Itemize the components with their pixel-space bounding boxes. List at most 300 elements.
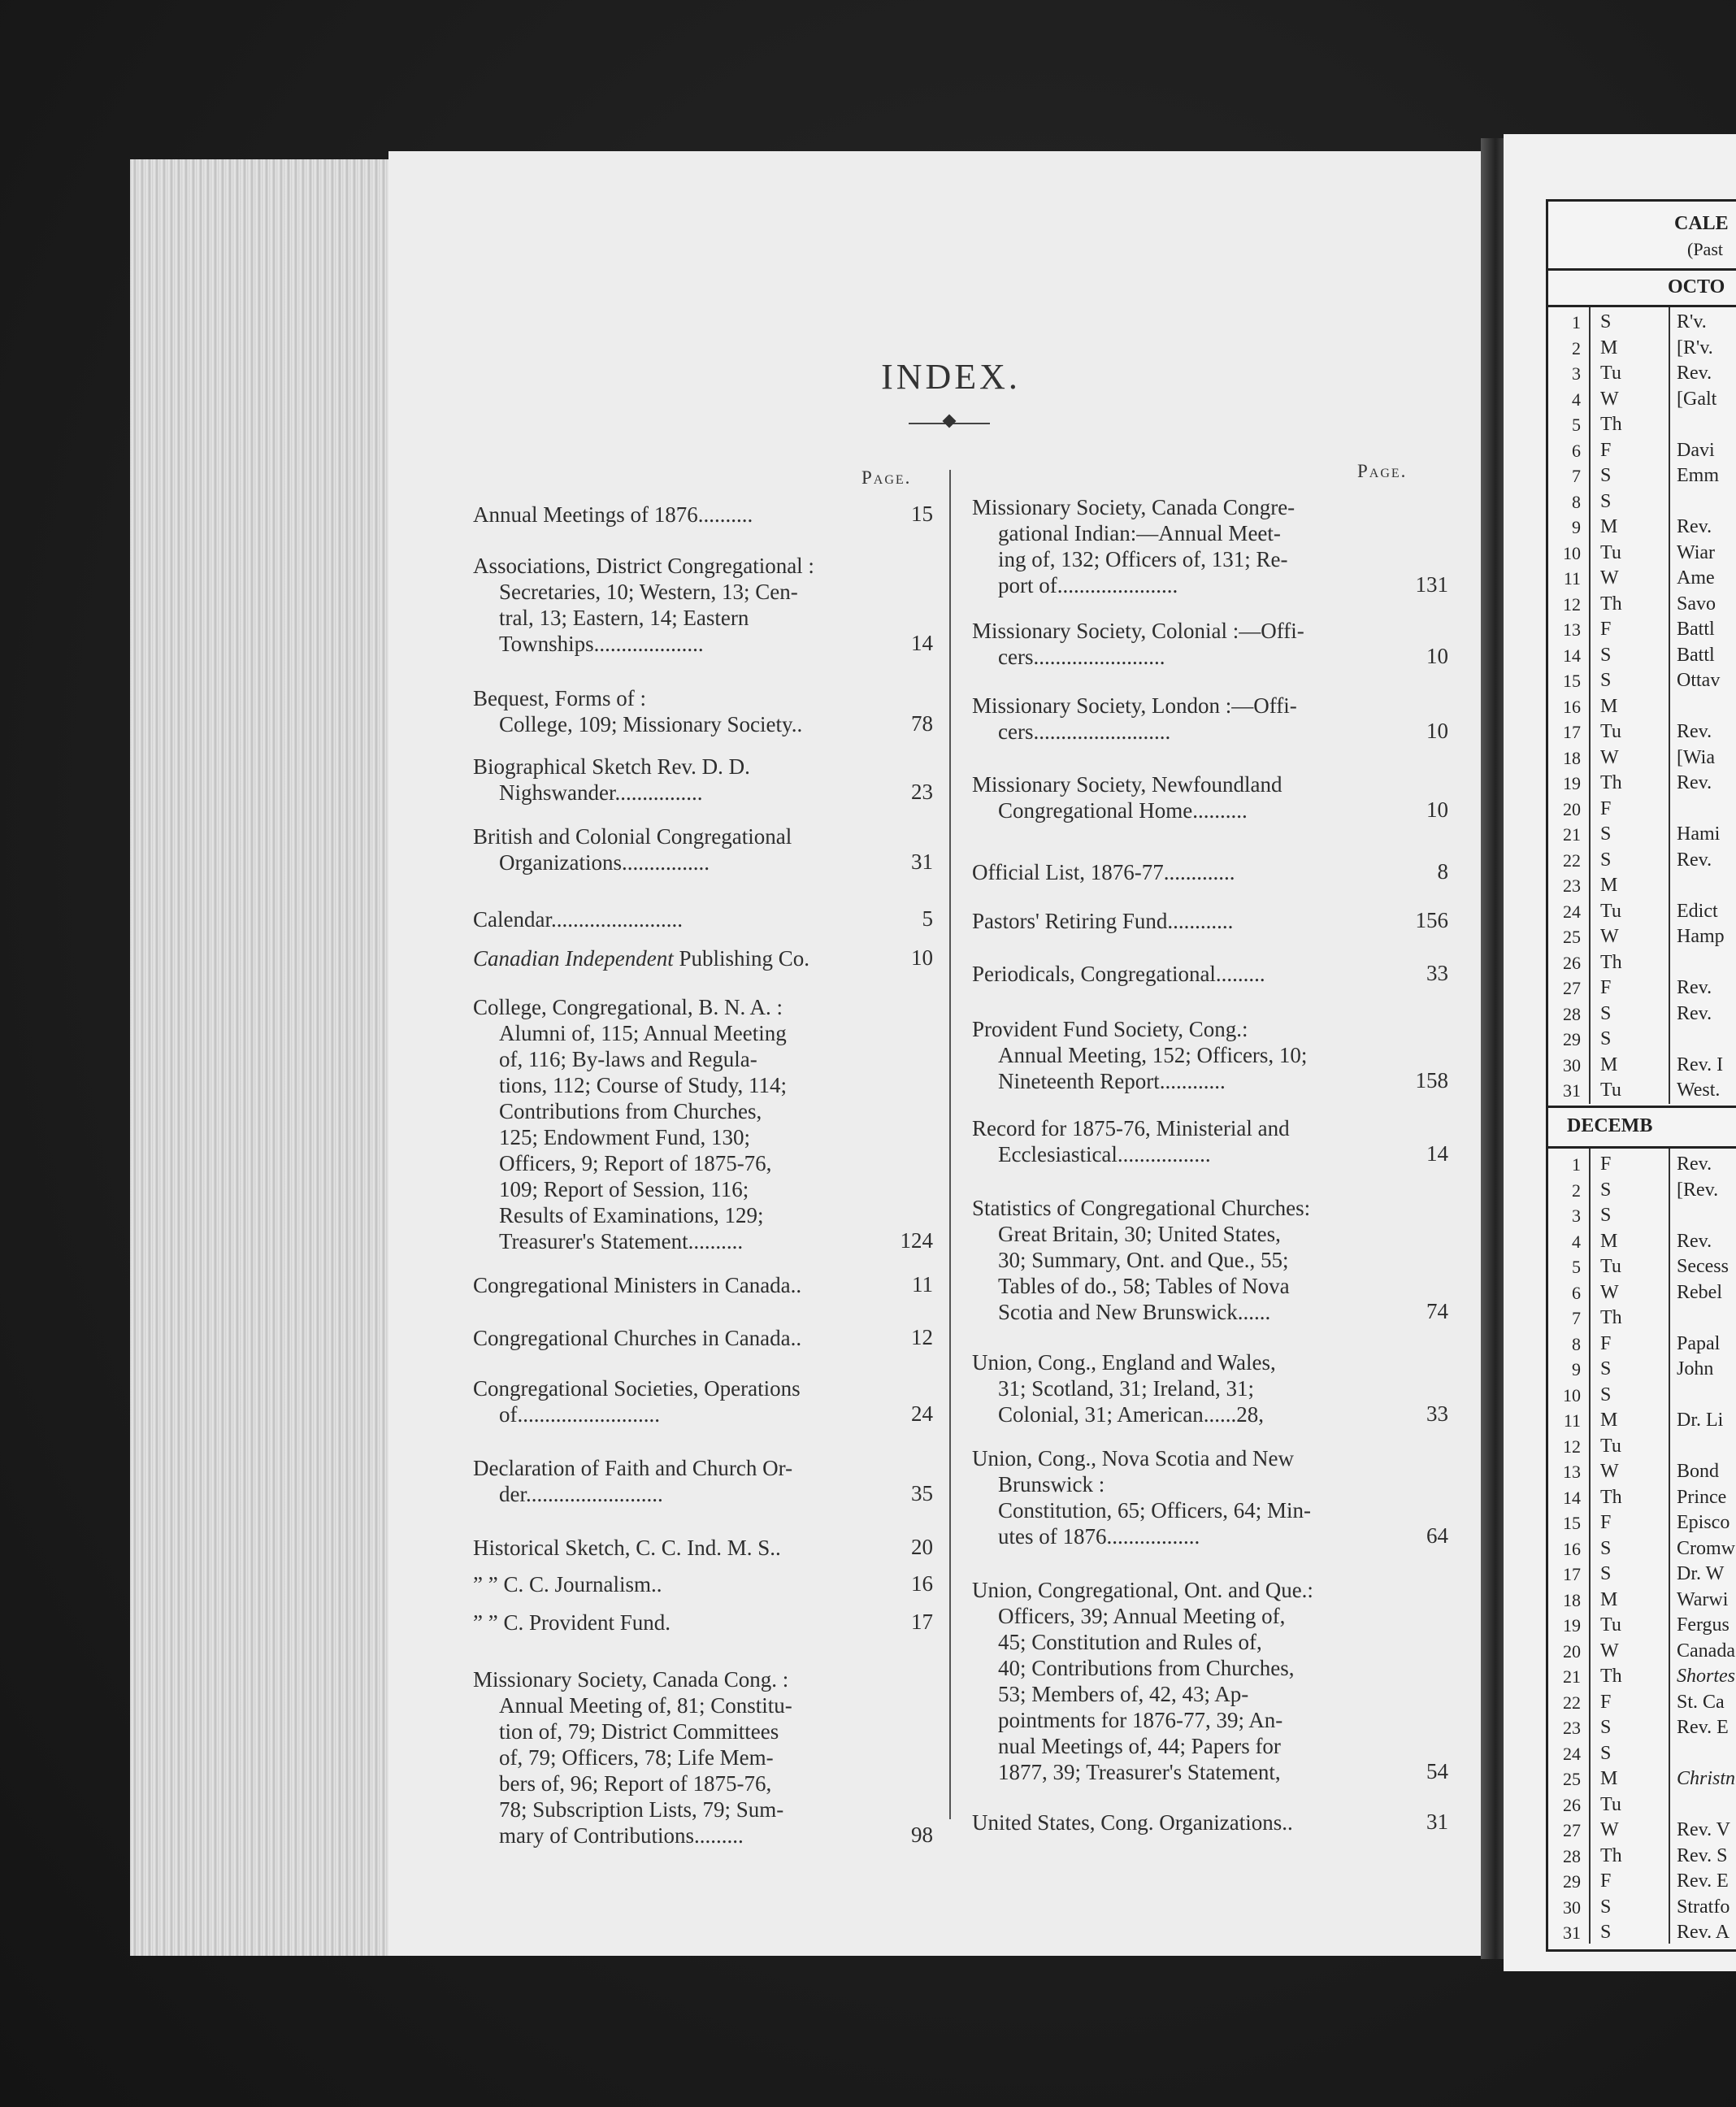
left-index-page-number: 23 xyxy=(911,780,933,804)
calendar-weekday: Th xyxy=(1600,1844,1622,1866)
calendar-weekday: S xyxy=(1600,1717,1612,1738)
calendar-event: Stratfo xyxy=(1677,1896,1730,1918)
calendar-day-row xyxy=(1548,1561,1736,1588)
calendar-day-row xyxy=(1548,1151,1736,1178)
right-index-entry-line: Officers, 39; Annual Meeting of, xyxy=(998,1604,1286,1628)
calendar-day-row xyxy=(1548,693,1736,720)
book-page-edges xyxy=(130,159,398,1956)
calendar-day-number: 10 xyxy=(1563,1384,1581,1405)
calendar-weekday: F xyxy=(1600,619,1612,640)
calendar-event: Rev. E xyxy=(1677,1870,1729,1892)
calendar-day-row xyxy=(1548,437,1736,464)
right-index-entry-line: Annual Meeting, 152; Officers, 10; xyxy=(998,1043,1308,1067)
calendar-weekday: S xyxy=(1600,1179,1612,1201)
calendar-day-number: 29 xyxy=(1563,1029,1581,1049)
calendar-day-row xyxy=(1548,1279,1736,1306)
calendar-day-row xyxy=(1548,923,1736,950)
calendar-event: West. xyxy=(1677,1080,1721,1101)
calendar-weekday: S xyxy=(1600,1896,1612,1918)
calendar-event: Battl xyxy=(1677,619,1715,640)
calendar-event: Fergus xyxy=(1677,1614,1729,1636)
calendar-day-number: 15 xyxy=(1563,1513,1581,1533)
calendar-day-number: 18 xyxy=(1563,1589,1581,1610)
calendar-day-row xyxy=(1548,360,1736,387)
calendar-day-number: 14 xyxy=(1563,645,1581,666)
calendar-day-row xyxy=(1548,745,1736,771)
calendar-day-row xyxy=(1548,616,1736,643)
left-index-page-number: 5 xyxy=(922,906,933,931)
right-index-entry-line: Official List, 1876-77............. xyxy=(972,860,1235,884)
calendar-day-row xyxy=(1548,1638,1736,1665)
calendar-event: [Rev. xyxy=(1677,1179,1719,1201)
calendar-day-row xyxy=(1548,1228,1736,1255)
left-index-entry-line: Missionary Society, Canada Cong. : xyxy=(473,1667,789,1692)
left-index-entry xyxy=(473,754,904,806)
calendar-event: Rev. xyxy=(1677,363,1712,384)
calendar-weekday: S xyxy=(1600,1563,1612,1584)
right-index-entry xyxy=(972,908,1395,934)
left-index-entry xyxy=(473,823,904,875)
calendar-weekday: F xyxy=(1600,1870,1612,1892)
calendar-day-number: 12 xyxy=(1563,593,1581,615)
calendar-day-row xyxy=(1548,1202,1736,1229)
calendar-event: Wiar xyxy=(1677,541,1716,563)
calendar-event: Hamp xyxy=(1677,926,1725,947)
right-index-entry-line: Nineteenth Report............ xyxy=(998,1069,1226,1093)
calendar-day-row xyxy=(1548,335,1736,362)
calendar-event: Battl xyxy=(1677,644,1715,666)
calendar-weekday: W xyxy=(1600,926,1619,947)
calendar-day-number: 11 xyxy=(1563,1410,1581,1431)
calendar-day-row xyxy=(1548,770,1736,797)
right-index-entry-line: Ecclesiastical................. xyxy=(998,1142,1211,1166)
left-index-entry-line: Bequest, Forms of : xyxy=(473,686,646,710)
calendar-event: Rev. xyxy=(1677,1230,1712,1252)
calendar-day-row xyxy=(1548,1026,1736,1053)
calendar-event: Hami xyxy=(1677,823,1721,845)
right-index-entry xyxy=(972,1445,1395,1549)
left-index-entry xyxy=(473,1455,904,1507)
calendar-event: Secess xyxy=(1677,1256,1729,1277)
calendar-day-number: 16 xyxy=(1563,1538,1581,1559)
calendar-weekday: M xyxy=(1600,875,1618,896)
right-index-page-number: 33 xyxy=(1426,1401,1448,1426)
left-index-entry xyxy=(473,994,904,1254)
calendar-weekday: S xyxy=(1600,1205,1612,1226)
left-index-page-number: 12 xyxy=(911,1325,933,1349)
right-index-entry-line: Union, Congregational, Ont. and Que.: xyxy=(972,1578,1313,1602)
calendar-day-number: 27 xyxy=(1563,1820,1581,1840)
calendar-event: Ottav xyxy=(1677,670,1721,691)
calendar-event: [Galt xyxy=(1677,388,1717,410)
right-index-entry-line: 53; Members of, 42, 43; Ap- xyxy=(998,1682,1249,1706)
calendar-day-number: 25 xyxy=(1563,927,1581,947)
left-index-entry-line: Secretaries, 10; Western, 13; Cen- xyxy=(499,580,798,604)
left-index-entry-line: Officers, 9; Report of 1875-76, xyxy=(499,1151,772,1175)
calendar-day-row xyxy=(1548,1305,1736,1332)
calendar-day-number: 18 xyxy=(1563,747,1581,768)
calendar-day-number: 30 xyxy=(1563,1054,1581,1075)
calendar-weekday: S xyxy=(1600,1742,1612,1764)
calendar-day-number: 31 xyxy=(1563,1922,1581,1943)
calendar-weekday: M xyxy=(1600,1588,1618,1610)
calendar-day-row xyxy=(1548,1253,1736,1280)
calendar-rule xyxy=(1546,1146,1736,1149)
calendar-weekday: Th xyxy=(1600,593,1622,615)
calendar-weekday: F xyxy=(1600,439,1612,461)
calendar-day-number: 12 xyxy=(1563,1436,1581,1457)
calendar-weekday: M xyxy=(1600,695,1618,717)
left-index-entry-line: Treasurer's Statement.......... xyxy=(499,1229,744,1253)
calendar-day-number: 28 xyxy=(1563,1845,1581,1866)
right-index-entry xyxy=(972,693,1395,745)
calendar-weekday: W xyxy=(1600,1819,1619,1840)
calendar-day-row xyxy=(1548,591,1736,618)
left-index-entry-line: der......................... xyxy=(499,1482,663,1506)
calendar-weekday: S xyxy=(1600,1922,1612,1943)
calendar-day-number: 24 xyxy=(1563,901,1581,922)
calendar-weekday: F xyxy=(1600,1332,1612,1354)
calendar-day-row xyxy=(1548,565,1736,592)
calendar-weekday: S xyxy=(1600,490,1612,512)
calendar-day-number: 29 xyxy=(1563,1871,1581,1892)
calendar-weekday: F xyxy=(1600,797,1612,819)
left-index-entry-line: ” ” C. C. Journalism.. xyxy=(473,1572,662,1597)
left-index-entry-line: Alumni of, 115; Annual Meeting xyxy=(499,1021,787,1045)
right-index-page-number: 8 xyxy=(1437,859,1448,884)
calendar-day-row xyxy=(1548,1714,1736,1741)
left-index-entry-line: Historical Sketch, C. C. Ind. M. S.. xyxy=(473,1536,781,1560)
left-page-label: Page. xyxy=(861,467,912,488)
left-index-page-number: 16 xyxy=(911,1571,933,1596)
left-index-entry xyxy=(473,1571,904,1597)
right-index-page-number: 33 xyxy=(1426,961,1448,985)
right-index-entry-line: ing of, 132; Officers of, 131; Re- xyxy=(998,547,1288,571)
right-index-entry-line: Congregational Home.......... xyxy=(998,798,1248,823)
calendar-day-number: 11 xyxy=(1563,568,1581,589)
calendar-day-number: 9 xyxy=(1572,1359,1581,1379)
calendar-day-number: 8 xyxy=(1572,491,1581,512)
calendar-weekday: S xyxy=(1600,1537,1612,1559)
right-index-entry xyxy=(972,961,1395,987)
right-index-entry xyxy=(972,494,1395,598)
calendar-weekday: S xyxy=(1600,1002,1612,1024)
left-index-page-number: 10 xyxy=(911,945,933,970)
right-index-page-number: 14 xyxy=(1426,1141,1448,1166)
calendar-day-number: 4 xyxy=(1572,1231,1581,1252)
left-index-entry-line: College, Congregational, B. N. A. : xyxy=(473,995,783,1019)
right-index-entry xyxy=(972,1016,1395,1094)
calendar-day-row xyxy=(1548,1536,1736,1562)
calendar-weekday: W xyxy=(1600,746,1619,768)
calendar-day-row xyxy=(1548,489,1736,515)
calendar-weekday: Th xyxy=(1600,951,1622,973)
left-index-entry xyxy=(473,502,904,528)
calendar-weekday: Th xyxy=(1600,772,1622,793)
right-index-entry-line: Provident Fund Society, Cong.: xyxy=(972,1017,1248,1041)
calendar-day-number: 26 xyxy=(1563,952,1581,973)
calendar-day-number: 19 xyxy=(1563,773,1581,793)
calendar-day-number: 23 xyxy=(1563,875,1581,896)
calendar-event: Rev. xyxy=(1677,849,1712,871)
calendar-weekday: F xyxy=(1600,1153,1612,1175)
right-index-entry-line: Record for 1875-76, Ministerial and xyxy=(972,1116,1290,1140)
calendar-event: R'v. xyxy=(1677,311,1707,332)
calendar-weekday: Tu xyxy=(1600,721,1621,742)
calendar-day-row xyxy=(1548,847,1736,874)
right-index-entry xyxy=(972,1809,1395,1835)
right-index-entry xyxy=(972,1195,1395,1325)
calendar-day-number: 6 xyxy=(1572,1282,1581,1303)
calendar-event: Rev. xyxy=(1677,516,1712,537)
calendar-day-number: 13 xyxy=(1563,1462,1581,1482)
calendar-day-number: 14 xyxy=(1563,1487,1581,1508)
left-index-page-number: 20 xyxy=(911,1535,933,1559)
column-divider xyxy=(949,470,951,1819)
left-index-entry-line: Nighswander................ xyxy=(499,780,703,805)
left-index-entry-line: Townships.................... xyxy=(499,632,704,656)
calendar-day-row xyxy=(1548,719,1736,745)
calendar-day-number: 9 xyxy=(1572,517,1581,537)
left-index-entry xyxy=(473,906,904,932)
calendar-weekday: Tu xyxy=(1600,363,1621,384)
calendar-day-number: 8 xyxy=(1572,1333,1581,1354)
calendar-weekday: F xyxy=(1600,1691,1612,1713)
left-index-page-number: 14 xyxy=(911,631,933,655)
left-index-entry-line: Congregational Churches in Canada.. xyxy=(473,1326,802,1350)
calendar-day-row xyxy=(1548,463,1736,489)
calendar-month-december: DECEMB xyxy=(1567,1115,1653,1136)
calendar-day-row xyxy=(1548,1894,1736,1921)
calendar-day-number: 17 xyxy=(1563,722,1581,742)
calendar-event: [R'v. xyxy=(1677,337,1713,358)
right-index-page-number: 54 xyxy=(1426,1759,1448,1783)
calendar-day-number: 21 xyxy=(1563,1666,1581,1687)
calendar-event: Shortes xyxy=(1677,1666,1735,1687)
right-index-entry xyxy=(972,618,1395,670)
calendar-rule xyxy=(1546,305,1736,307)
calendar-weekday: S xyxy=(1600,1384,1612,1405)
calendar-weekday: F xyxy=(1600,977,1612,998)
right-index-entry xyxy=(972,1577,1395,1785)
right-index-entry-line: 45; Constitution and Rules of, xyxy=(998,1630,1262,1654)
calendar-weekday: M xyxy=(1600,1230,1618,1252)
calendar-event: Canada xyxy=(1677,1640,1735,1662)
calendar-day-number: 17 xyxy=(1563,1564,1581,1584)
calendar-day-number: 16 xyxy=(1563,696,1581,717)
calendar-weekday: S xyxy=(1600,1028,1612,1049)
left-index-entry-line: of.......................... xyxy=(499,1402,660,1427)
right-index-entry-line: cers........................ xyxy=(998,645,1165,669)
calendar-day-number: 25 xyxy=(1563,1769,1581,1789)
calendar-day-number: 5 xyxy=(1572,415,1581,435)
right-index-entry-line: Brunswick : xyxy=(998,1472,1105,1497)
left-index-entry xyxy=(473,1325,904,1351)
right-index-entry-line: nual Meetings of, 44; Papers for xyxy=(998,1734,1281,1758)
calendar-event: Rev. xyxy=(1677,1002,1712,1024)
calendar-event: Christn xyxy=(1677,1768,1736,1789)
calendar-rule xyxy=(1546,1106,1736,1108)
calendar-day-number: 23 xyxy=(1563,1718,1581,1738)
calendar-weekday: Tu xyxy=(1600,1256,1621,1277)
calendar-day-row xyxy=(1548,1868,1736,1895)
right-index-page-number: 10 xyxy=(1426,644,1448,668)
calendar-weekday: M xyxy=(1600,1410,1618,1431)
right-index-entry-line: 31; Scotland, 31; Ireland, 31; xyxy=(998,1376,1254,1401)
calendar-day-row xyxy=(1548,898,1736,925)
calendar-event: Rev. E xyxy=(1677,1717,1729,1738)
calendar-rule xyxy=(1546,268,1736,271)
right-index-entry-line: Missionary Society, Colonial :—Offi- xyxy=(972,619,1304,643)
right-index-entry xyxy=(972,859,1395,885)
calendar-event: Rev. xyxy=(1677,1153,1712,1175)
calendar-day-row xyxy=(1548,1817,1736,1844)
calendar-day-number: 30 xyxy=(1563,1896,1581,1918)
calendar-weekday: S xyxy=(1600,644,1612,666)
calendar-weekday: Th xyxy=(1600,1307,1622,1328)
calendar-day-row xyxy=(1548,309,1736,336)
calendar-day-number: 2 xyxy=(1572,1179,1581,1201)
right-index-entry-line: Missionary Society, Newfoundland xyxy=(972,772,1282,797)
left-index-entry-line: Canadian Independent Publishing Co. xyxy=(473,946,810,971)
calendar-day-row xyxy=(1548,872,1736,899)
right-index-page-number: 131 xyxy=(1415,572,1448,597)
calendar-day-row xyxy=(1548,1407,1736,1434)
calendar-day-row xyxy=(1548,1052,1736,1079)
calendar-day-row xyxy=(1548,1331,1736,1358)
calendar-event: Rev. xyxy=(1677,721,1712,742)
calendar-day-number: 5 xyxy=(1572,1257,1581,1277)
calendar-day-row xyxy=(1548,1663,1736,1690)
right-index-entry xyxy=(972,771,1395,823)
calendar-day-row xyxy=(1548,1356,1736,1383)
left-index-page-number: 35 xyxy=(911,1481,933,1505)
left-index-entry xyxy=(473,1610,904,1636)
left-index-entry xyxy=(473,1272,904,1298)
calendar-event: Dr. Li xyxy=(1677,1410,1724,1431)
left-index-entry-line: tion of, 79; District Committees xyxy=(499,1719,779,1744)
right-index-page-number: 10 xyxy=(1426,719,1448,743)
calendar-day-row xyxy=(1548,540,1736,567)
calendar-weekday: Tu xyxy=(1600,1080,1621,1101)
title-ornament xyxy=(909,421,990,424)
calendar-event: Dr. W xyxy=(1677,1563,1725,1584)
right-index-entry-line: Pastors' Retiring Fund............ xyxy=(972,909,1234,933)
calendar-day-number: 10 xyxy=(1563,542,1581,563)
left-index-page-number: 24 xyxy=(911,1401,933,1426)
calendar-event: Rebel xyxy=(1677,1281,1722,1303)
right-index-entry-line: Missionary Society, Canada Congre- xyxy=(972,495,1295,519)
left-index-entry-line: ” ” C. Provident Fund. xyxy=(473,1610,671,1635)
calendar-day-number: 7 xyxy=(1572,1308,1581,1328)
calendar-event: Warwi xyxy=(1677,1588,1729,1610)
calendar-weekday: W xyxy=(1600,1281,1619,1303)
calendar-weekday: W xyxy=(1600,1461,1619,1482)
calendar-day-number: 3 xyxy=(1572,1206,1581,1226)
calendar-day-number: 4 xyxy=(1572,389,1581,410)
calendar-weekday: S xyxy=(1600,1358,1612,1379)
left-index-page-number: 15 xyxy=(911,502,933,526)
calendar-day-row xyxy=(1548,1458,1736,1485)
calendar-day-row xyxy=(1548,1433,1736,1460)
calendar-weekday: S xyxy=(1600,823,1612,845)
left-index-entry-line: College, 109; Missionary Society.. xyxy=(499,712,803,736)
calendar-day-row xyxy=(1548,1587,1736,1614)
right-index-page-number: 74 xyxy=(1426,1299,1448,1323)
calendar-event: Rev. I xyxy=(1677,1054,1724,1075)
calendar-event: Rev. xyxy=(1677,977,1712,998)
left-index-entry-line: Associations, District Congregational : xyxy=(473,554,814,578)
calendar-event: Ame xyxy=(1677,567,1715,589)
right-index-page-number: 31 xyxy=(1426,1809,1448,1834)
calendar-day-number: 22 xyxy=(1563,1692,1581,1713)
calendar-weekday: S xyxy=(1600,465,1612,486)
calendar-day-number: 1 xyxy=(1572,312,1581,332)
left-index-entry-line: of, 79; Officers, 78; Life Mem- xyxy=(499,1745,774,1770)
calendar-weekday: F xyxy=(1600,1512,1612,1533)
left-index-entry-line: tions, 112; Course of Study, 114; xyxy=(499,1073,788,1097)
left-index-entry-line: Calendar........................ xyxy=(473,907,683,932)
left-index-page-number: 11 xyxy=(912,1272,933,1297)
left-index-entry-line: 78; Subscription Lists, 79; Sum- xyxy=(499,1797,784,1822)
right-index-page-number: 10 xyxy=(1426,797,1448,822)
calendar-day-row xyxy=(1548,975,1736,1001)
right-index-page-number: 156 xyxy=(1415,908,1448,932)
calendar-title: CALE xyxy=(1674,213,1729,234)
left-index-entry xyxy=(473,1535,904,1561)
calendar-weekday: Th xyxy=(1600,414,1622,435)
calendar-weekday: M xyxy=(1600,516,1618,537)
calendar-weekday: Tu xyxy=(1600,1614,1621,1636)
right-index-entry-line: gational Indian:—Annual Meet- xyxy=(998,521,1281,545)
left-index-entry-line: Declaration of Faith and Church Or- xyxy=(473,1456,793,1480)
calendar-event: Rev. V xyxy=(1677,1819,1730,1840)
left-index-entry-line: 125; Endowment Fund, 130; xyxy=(499,1125,750,1149)
right-index-entry-line: port of...................... xyxy=(998,573,1178,597)
right-index-entry-line: Constitution, 65; Officers, 64; Min- xyxy=(998,1498,1311,1523)
calendar-weekday: M xyxy=(1600,1768,1618,1789)
right-index-entry-line: Missionary Society, London :—Offi- xyxy=(972,693,1297,718)
calendar-day-row xyxy=(1548,796,1736,823)
calendar-event: Papal xyxy=(1677,1332,1721,1354)
calendar-weekday: S xyxy=(1600,849,1612,871)
left-index-entry-line: Biographical Sketch Rev. D. D. xyxy=(473,754,750,779)
left-index-entry xyxy=(473,945,904,971)
right-index-entry-line: cers......................... xyxy=(998,719,1171,744)
calendar-event: [Wia xyxy=(1677,746,1716,768)
left-index-entry xyxy=(473,553,904,657)
right-index-entry-line: Colonial, 31; American......28, xyxy=(998,1402,1264,1427)
calendar-day-row xyxy=(1548,1177,1736,1204)
calendar-day-row xyxy=(1548,1612,1736,1639)
left-index-entry-line: bers of, 96; Report of 1875-76, xyxy=(499,1771,772,1796)
right-index-entry-line: Union, Cong., England and Wales, xyxy=(972,1350,1276,1375)
calendar-event: Rev. xyxy=(1677,772,1712,793)
left-index-entry-line: tral, 13; Eastern, 14; Eastern xyxy=(499,606,749,630)
calendar-weekday: M xyxy=(1600,1054,1618,1075)
calendar-event: Prince xyxy=(1677,1486,1727,1508)
left-index-page-number: 124 xyxy=(900,1228,933,1253)
left-index-entry-line: British and Colonial Congregational xyxy=(473,824,792,849)
calendar-day-row xyxy=(1548,1689,1736,1716)
calendar-day-row xyxy=(1548,1740,1736,1767)
calendar-weekday: W xyxy=(1600,388,1619,410)
right-index-entry-line: 40; Contributions from Churches, xyxy=(998,1656,1295,1680)
calendar-event: Bond xyxy=(1677,1461,1720,1482)
right-index-entry-line: pointments for 1876-77, 39; An- xyxy=(998,1708,1283,1732)
calendar-weekday: Tu xyxy=(1600,900,1621,922)
left-index-entry-line: mary of Contributions......... xyxy=(499,1823,744,1848)
